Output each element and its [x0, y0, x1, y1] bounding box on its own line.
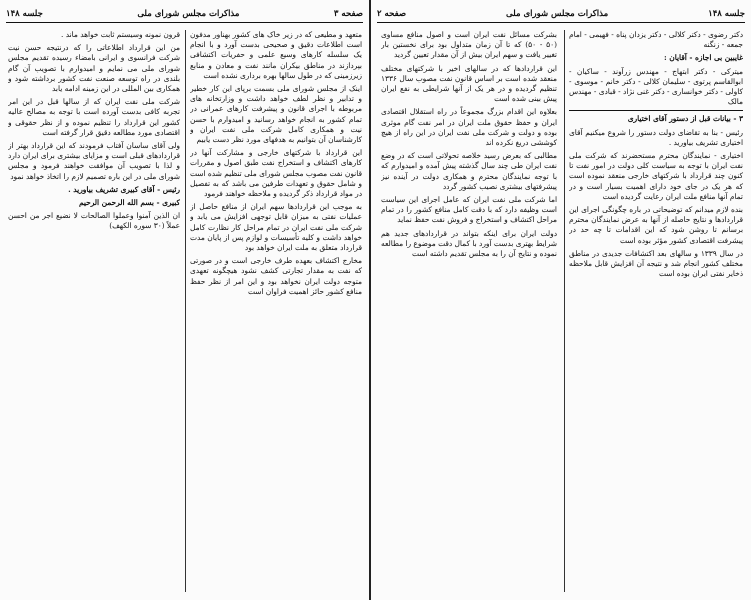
paragraph: این قراردادها که در سالهای اخیر با شرکتهای مختلف منعقد شده است بر اساس قانون نفت مصوب سال ۱۳۳۶ تنظیم گردیده و در هر یک از آنها شرایطی به نفع ایران پیش بینی شده است [381, 63, 557, 104]
speaker-line: کبیری - بسم الله الرحمن الرحیم [78, 198, 180, 208]
left-page [0, 0, 369, 600]
session-number: جلسه ۱۴۸ [708, 9, 745, 19]
speaker-line: رئیس - آقای کبیری تشریف بیاورید . [68, 184, 180, 194]
page-title: مذاکرات مجلس شورای ملی [506, 9, 609, 19]
paragraph: بشرکت مسائل نفت ایران است و اصول منافع مساوی (۵۰ - ۵۰) که تا آن زمان متداول بود برای نخستین بار تغییر یافت و سهم ایران بیش از آن مقدار تعیین گردید [381, 30, 557, 60]
right-page [371, 0, 751, 600]
page-title: مذاکرات مجلس شورای ملی [137, 9, 240, 19]
paragraph: مطالبی که بعرض رسید خلاصه تحولاتی است که در وضع نفت ایران طی چند سال گذشته پیش آمده و امیدوارم که با توجه نمایندگان محترم و همکاری دولت در آینده نیز پیشرفتهای بیشتری نصیب کشور گردد [381, 151, 557, 191]
paragraph: قرون نمونه وسیستم ثابت خواهد ماند . [61, 30, 180, 39]
paragraph: متعهد و مطیعی که در زیر خاک های کشور بهناور مدفون است اطلاعات دقیق و صحیحی بدست آورد و با انجام یک سلسله کارهای وسیع علمی و حفریات اکتشافی بپردازند در مناطق بیکران مانند نفت و معادن و منابع زیرزمینی که در طول سالها بهره برداری نشده است [190, 30, 362, 80]
paragraph: به موجب این قراردادها سهم ایران از منافع حاصل از عملیات نفتی به میزان قابل توجهی افزایش می یابد و شرکت ملی نفت ایران در تمام مراحل کار نظارت کامل خواهد داشت و کلیه تأسیسات و لوازم پس از پایان مدت قرارداد متعلق به ملت ایران خواهد بود [190, 202, 362, 253]
paragraph: اینک از مجلس شورای ملی بسمت برپای این کار خطیر و تدابیر و نظر لطف خواهد داشت و وزارتخانه های مربوطه با اجرای قانون و پیشرفت کارهای عمرانی در تمام کشور به انجام خواهد رسانید و امیدوارم با حسن نیت و همکاری کامل شرکت ملی نفت ایران و کارشناسان آن بتوانیم به هدفهای مورد نظر دست یابیم [190, 84, 362, 145]
page-number: صفحه ۳ [333, 9, 363, 19]
right-page-right-column [569, 30, 743, 594]
paragraph: ان الذین آمنوا وعملوا الصالحات لا نضیع اجر من احسن عملاً (۳۰ سوره الکهف) [8, 211, 180, 231]
paragraph: دولت ایران برای اینکه بتواند در قراردادهای جدید هم شرایط بهتری بدست آورد با کمال دقت موضوع را مطالعه نموده و نتایج آن را به مجلس تقدیم داشته است [381, 228, 557, 259]
left-page-left-column [8, 30, 180, 594]
page-number: صفحه ۲ [377, 9, 407, 19]
paragraph: شرکت ملی نفت ایران که از سالها قبل در این امر تجربه کافی بدست آورده است با توجه به مصالح عالیه کشور این قرارداد را تنظیم نموده و از نظر حقوقی و اقتصادی مورد مطالعه دقیق قرار گرفته است [8, 97, 180, 137]
left-page-header [6, 6, 363, 23]
right-page-left-column [381, 30, 557, 594]
section-heading: غایبین بی اجازه - آقایان : [663, 53, 743, 63]
divider [569, 110, 743, 111]
paragraph: اما شرکت ملی نفت ایران که عامل اجرای این سیاست است وظیفه دارد که با دقت کامل منافع کشور را در تمام مراحل اکتشاف و استخراج و فروش نفت حفظ نماید [381, 195, 557, 225]
paragraph: مخارج اکتشاف بعهده طرف خارجی است و در صورتی که نفت به مقدار تجارتی کشف نشود هیچگونه تعهدی متوجه دولت ایران نخواهد بود و این امر از نظر حفظ منافع کشور حائز اهمیت فراوان است [190, 256, 362, 296]
column-divider [564, 30, 565, 592]
paragraph: بنده لازم میدانم که توضیحاتی در باره چگونگی اجرای این قراردادها و نتایج حاصله از آنها به عرض نمایندگان محترم برسانم تا روشن شود که این اقدامات تا چه حد در پیشرفت اقتصادی کشور مؤثر بوده است [569, 205, 743, 245]
left-page-right-column [190, 30, 362, 594]
paragraph: رئیس - بنا به تقاضای دولت دستور را شروع میکنیم آقای اختیاری تشریف بیاورید . [569, 127, 743, 147]
column-divider [185, 30, 186, 592]
session-number: جلسه ۱۴۸ [6, 9, 43, 19]
paragraph: بعلاوه این اقدام بزرگ مجموعاً در راه استقلال اقتصادی ایران و حفظ حقوق ملت ایران در امر نفت گام موثری بوده و دولت و شرکت ملی نفت ایران در این راه از هیچ کوششی دریغ نکرده اند [381, 107, 557, 148]
paragraph: من این قرارداد اطلاعاتی را که درنتیجه حسن نیت شرکت فرانسوی و ایرانی بامضاء رسیده تقدیم مجلس شورای ملی می نمایم و امیدوارم با تصویب آن گام بلندی در راه توسعه صنعت نفت کشور برداشته شود و همکاری بین المللی در این زمینه ادامه یابد [8, 43, 180, 94]
paragraph: ولی آقای ساسان آفتاب فرمودند که این قرارداد بهتر از قراردادهای قبلی است و مزایای بیشتری برای ایران دارد و لذا با تصویب آن موافقت خواهند فرمود و مجلس شورای ملی در این باره تصمیم لازم را اتخاذ خواهد نمود [8, 141, 180, 181]
section-heading: ۳ - بیانات قبل از دستور آقای اختیاری [627, 114, 743, 124]
paragraph: میترکی - دکتر ابتهاج - مهندس زرآوند - ساکیان - ابوالقاسم پرتوی - سلیمان کلالی - دکتر خانم - موسوی - کاولی - دکتر خوانساری - دکتر غنی نژاد - قبادی - مهندس مالک [569, 66, 743, 107]
paragraph: دکتر رضوی - دکتر کلالی - دکتر یزدان پناه - فهیمی - امام جمعه - زنگنه [569, 30, 743, 50]
paragraph: اختیاری - نمایندگان محترم مستحضرند که شرکت ملی نفت ایران با توجه به سیاست کلی دولت در امور نفت تا کنون چند قرارداد با شرکتهای خارجی منعقد نموده است که هر یک در جای خود دارای اهمیت بسیار است و در تمام آنها منافع ملت ایران رعایت گردیده است [569, 151, 743, 201]
paragraph: در سال ۱۳۳۹ و سالهای بعد اکتشافات جدیدی در مناطق مختلف کشور انجام شد و نتیجه آن افزایش قابل ملاحظه ذخایر نفتی ایران بوده است [569, 248, 743, 279]
paragraph: این قرارداد با شرکتهای خارجی و مشارکت آنها در کارهای اکتشاف و استخراج نفت طبق اصول و مقررات قانون نفت مصوب مجلس شورای ملی تنظیم شده است و شامل حقوق و تعهدات طرفین می باشد که به تفصیل در مواد قرارداد ذکر گردیده و ملاحظه خواهند فرمود [190, 148, 362, 199]
right-page-header [377, 6, 745, 23]
